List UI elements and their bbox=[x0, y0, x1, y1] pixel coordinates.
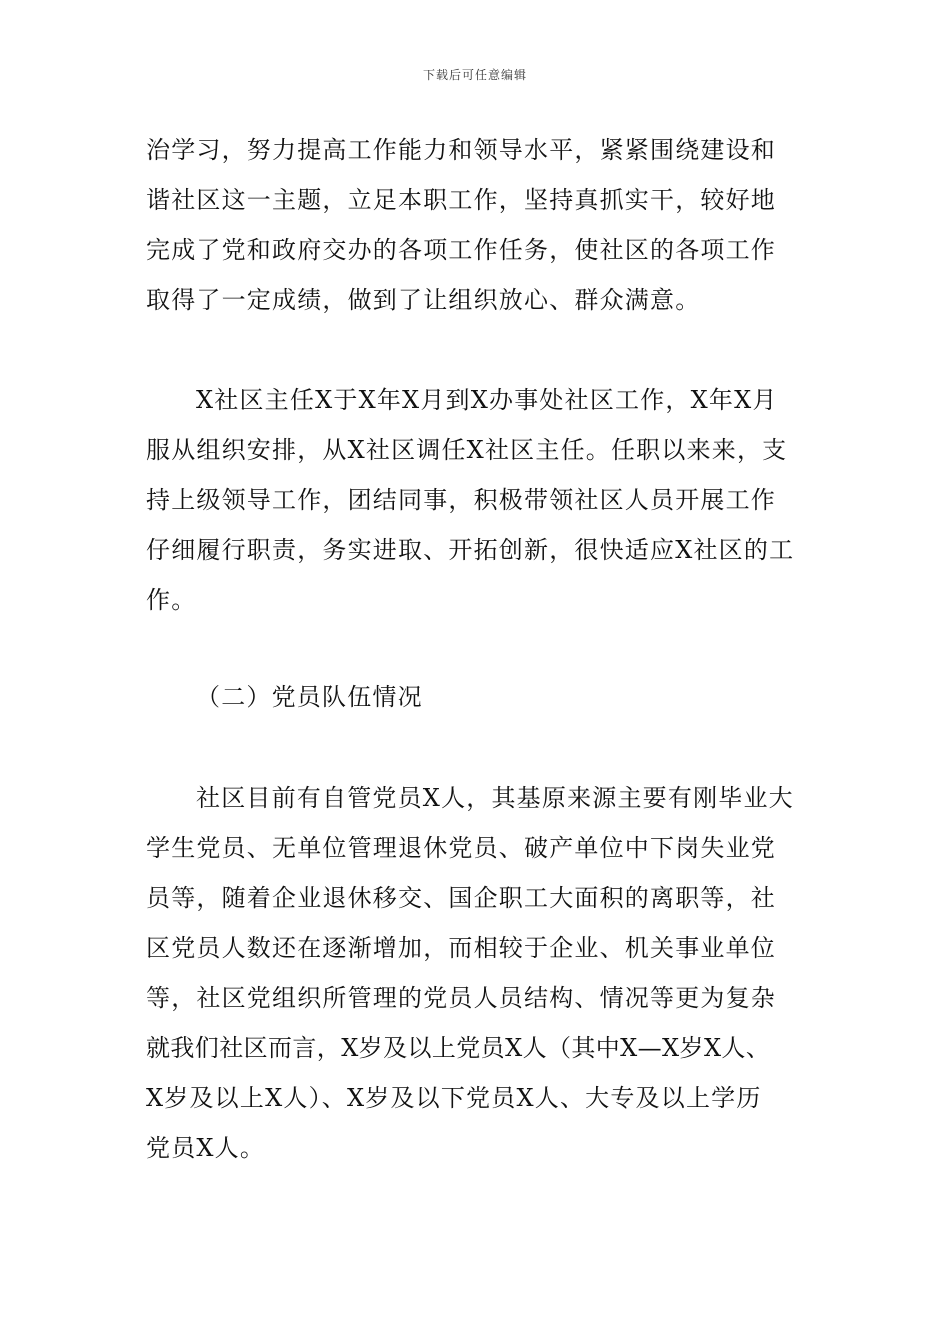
paragraph-line: 就我们社区而言，X岁及以上党员X人（其中X—X岁X人、 bbox=[146, 1034, 771, 1062]
paragraph-line: 取得了一定成绩，做到了让组织放心、群众满意。 bbox=[146, 286, 701, 314]
paragraph-line: 谐社区这一主题，立足本职工作，坚持真抓实干，较好地 bbox=[146, 186, 776, 214]
paragraph-line: 区党员人数还在逐渐增加，而相较于企业、机关事业单位 bbox=[146, 934, 776, 962]
paragraph-line: 等，社区党组织所管理的党员人员结构、情况等更为复杂 bbox=[146, 984, 776, 1012]
paragraph-line: 作。 bbox=[146, 586, 197, 614]
paragraph-line: X社区主任X于X年X月到X办事处社区工作，X年X月 bbox=[196, 386, 778, 414]
paragraph-line: 仔细履行职责，务实进取、开拓创新，很快适应X社区的工 bbox=[146, 536, 795, 564]
paragraph-line: 完成了党和政府交办的各项工作任务，使社区的各项工作 bbox=[146, 236, 776, 264]
paragraph-line: X岁及以上X人）、X岁及以下党员X人、大专及以上学历 bbox=[146, 1084, 762, 1112]
paragraph-line: 党员X人。 bbox=[146, 1134, 266, 1162]
paragraph-line: 持上级领导工作，团结同事，积极带领社区人员开展工作 bbox=[146, 486, 776, 514]
paragraph-line: 社区目前有自管党员X人，其基原来源主要有刚毕业大 bbox=[196, 784, 794, 812]
page-header-note: 下载后可任意编辑 bbox=[422, 68, 527, 82]
paragraph-line: 服从组织安排，从X社区调任X社区主任。任职以来来，支 bbox=[146, 436, 788, 464]
paragraph-line: 学生党员、无单位管理退休党员、破产单位中下岗失业党 bbox=[146, 834, 776, 862]
paragraph-line: 治学习，努力提高工作能力和领导水平，紧紧围绕建设和 bbox=[146, 136, 776, 164]
paragraph-line: 员等，随着企业退休移交、国企职工大面积的离职等，社 bbox=[146, 884, 776, 912]
section-heading: （二）党员队伍情况 bbox=[196, 683, 423, 711]
